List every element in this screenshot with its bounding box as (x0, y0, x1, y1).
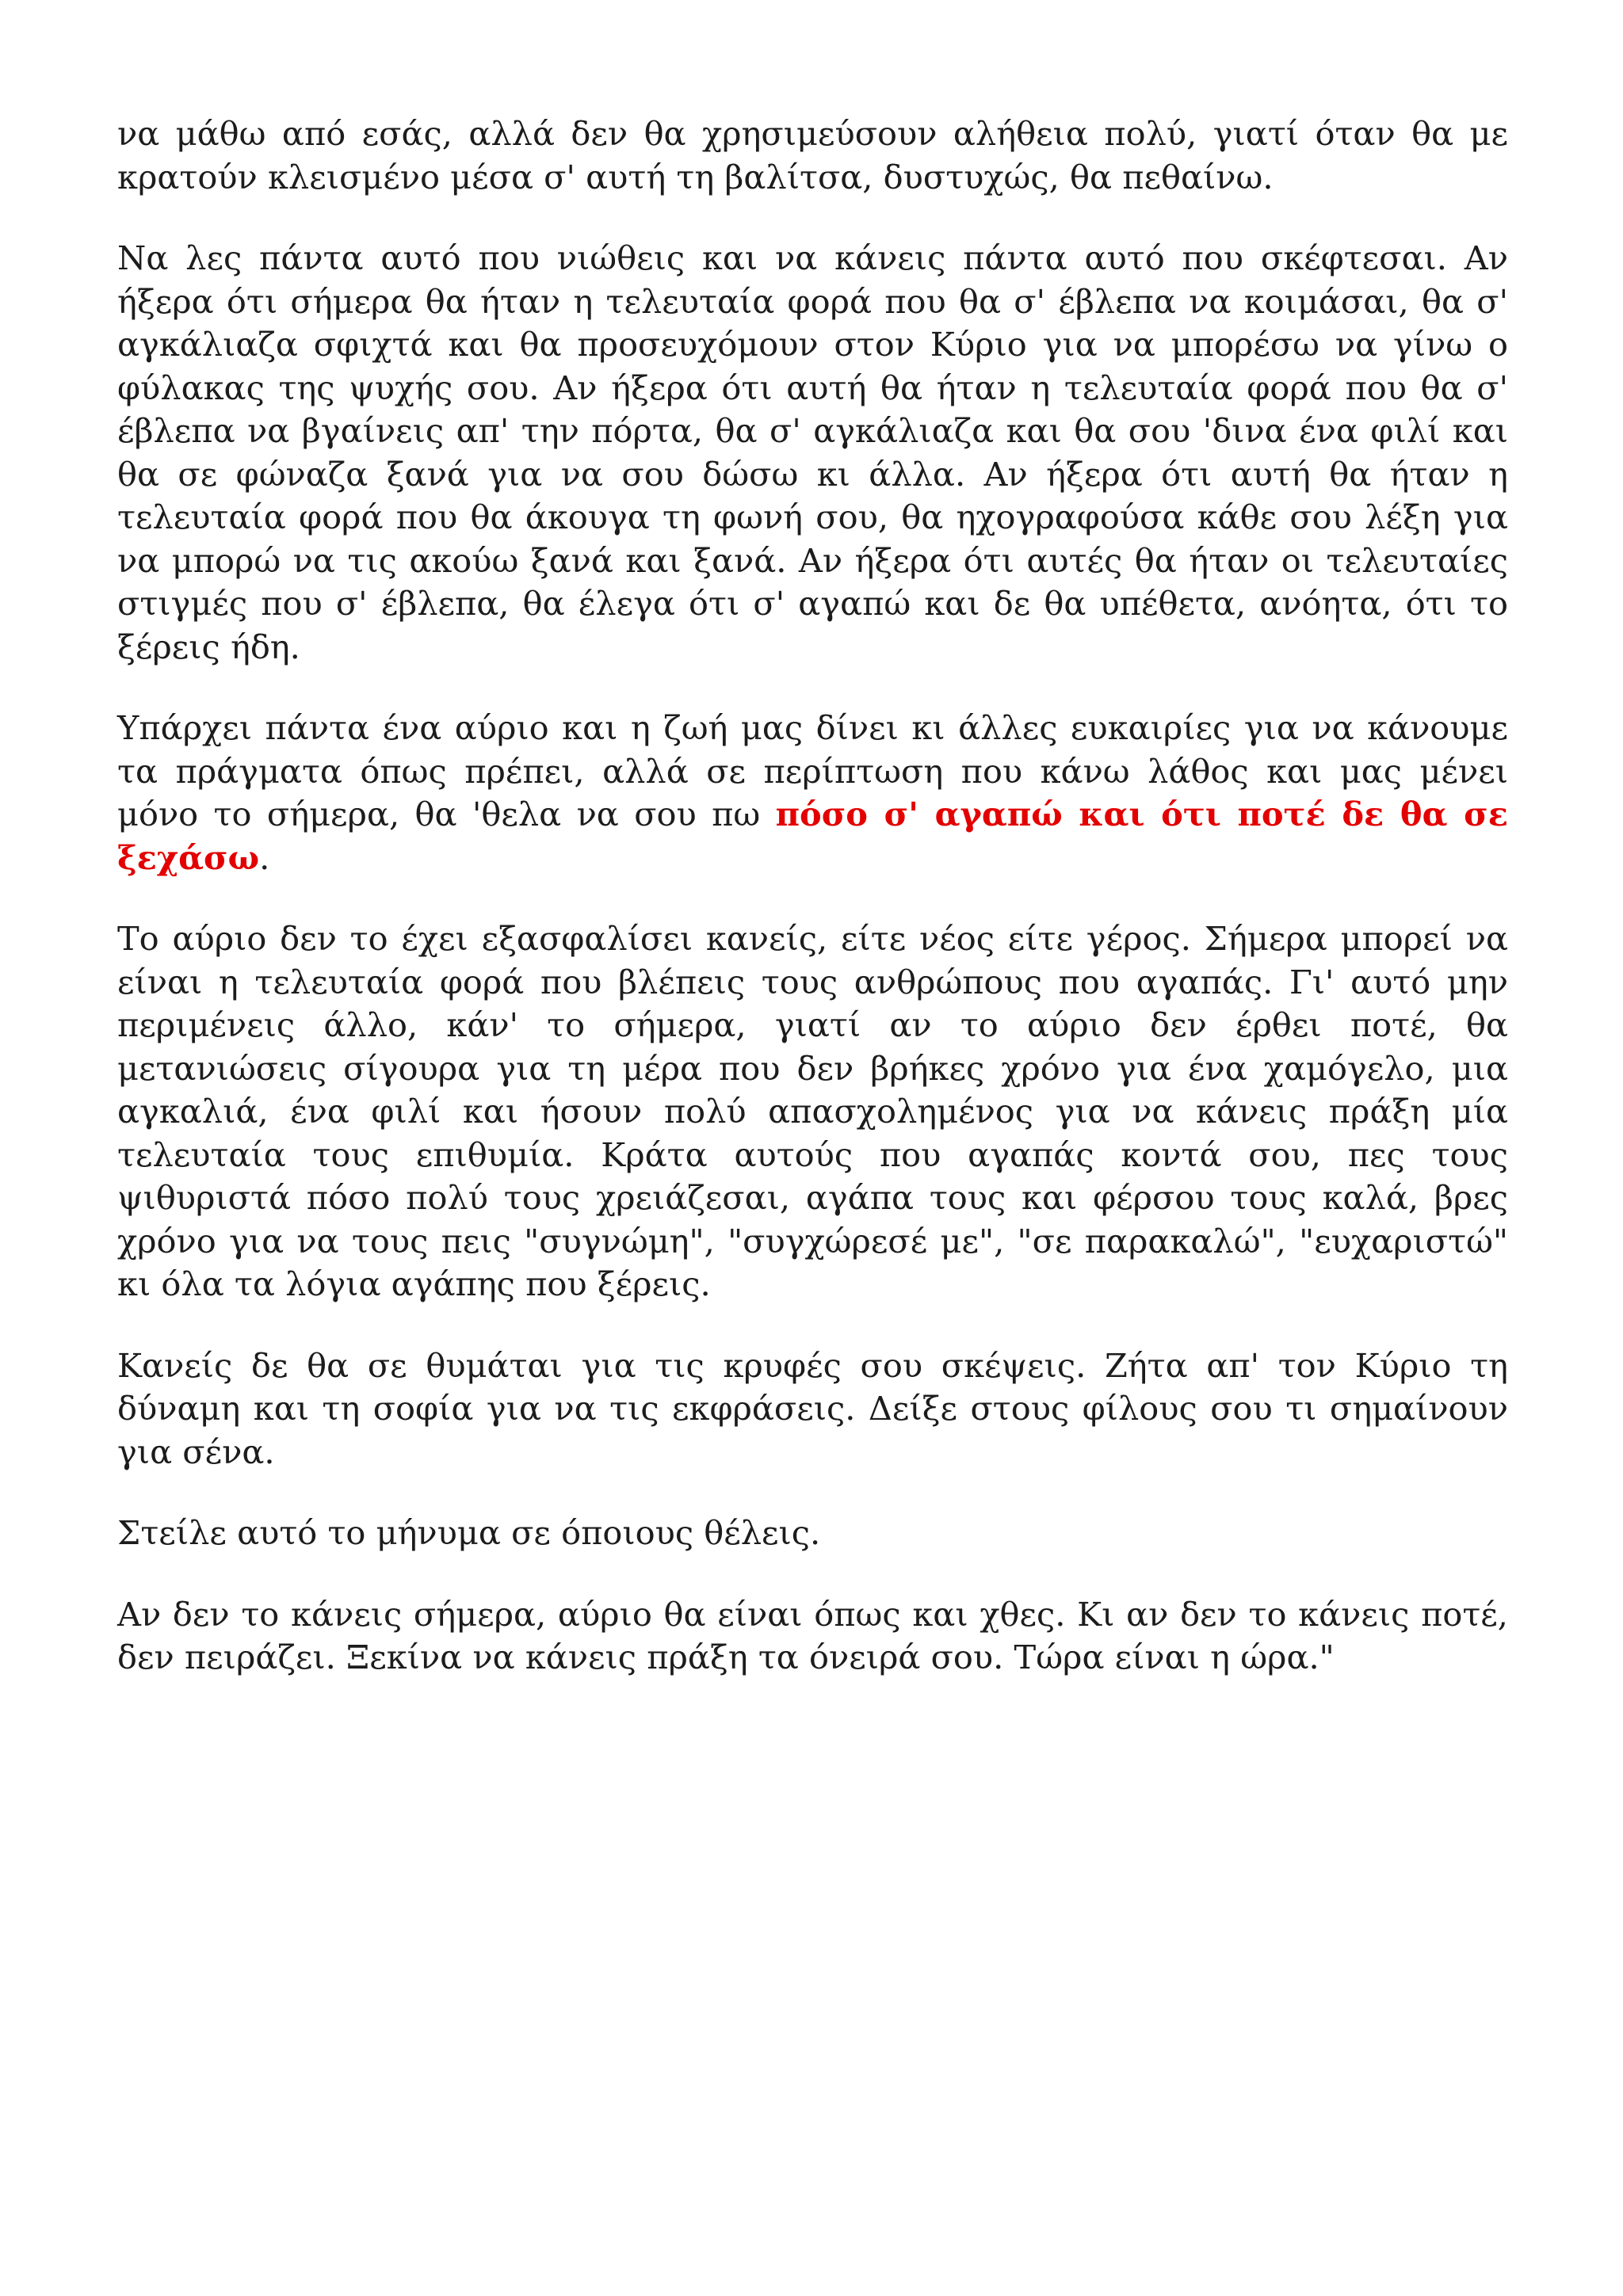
paragraph-5 (117, 1344, 1508, 1474)
paragraph-5-text: Κανείς δε θα σε θυμάται για τις κρυφές σου σκέψεις. Ζήτα απ' τον Κύριο τη δύναμη και τη σοφία για να τις εκφράσεις. Δείξε στους φίλους σου τι σημαίνουν για σένα. (117, 1345, 1508, 1471)
paragraph-2 (117, 237, 1508, 669)
paragraph-1-text: να μάθω από εσάς, αλλά δεν θα χρησιμεύσουν αλήθεια πολύ, γιατί όταν θα με κρατούν κλεισμένο μέσα σ' αυτή τη βαλίτσα, δυστυχώς, θα πεθαίνω. (117, 114, 1508, 196)
paragraph-4-text: Το αύριο δεν το έχει εξασφαλίσει κανείς, είτε νέος είτε γέρος. Σήμερα μπορεί να είναι η τελευταία φορά που βλέπεις τους ανθρώπους που αγαπάς. Γι' αυτό μην περιμένεις άλλο, κάν' το σήμερα, γιατί αν το αύριο δεν έρθει ποτέ, θα μετανιώσεις σίγουρα για τη μέρα που δεν βρήκες χρόνο για ένα χαμόγελο, μια αγκαλιά, ένα φιλί και ήσουν πολύ απασχολημένος για να κάνεις πράξη μία τελευταία τους επιθυμία. Κράτα αυτούς που αγαπάς κοντά σου, πες τους ψιθυριστά πόσο πολύ τους χρειάζεσαι, αγάπα τους και φέρσου τους καλά, βρες χρόνο για να τους πεις "συγνώμη", "συγχώρεσέ με", "σε παρακαλώ", "ευχαριστώ" κι όλα τα λόγια αγάπης που ξέρεις. (117, 919, 1508, 1303)
paragraph-2-text: Να λες πάντα αυτό που νιώθεις και να κάνεις πάντα αυτό που σκέφτεσαι. Αν ήξερα ότι σήμερα θα ήταν η τελευταία φορά που θα σ' έβλεπα να κοιμάσαι, θα σ' αγκάλιαζα σφιχτά και θα προσευχόμουν στον Κύριο για να μπορέσω να γίνω ο φύλακας της ψυχής σου. Αν ήξερα ότι αυτή θα ήταν η τελευταία φορά που θα σ' έβλεπα να βγαίνεις απ' την πόρτα, θα σ' αγκάλιαζα και θα σου 'δινα ένα φιλί και θα σε φώναζα ξανά για να σου δώσω κι άλλα. Αν ήξερα ότι αυτή θα ήταν η τελευταία φορά που θα άκουγα τη φωνή σου, θα ηχογραφούσα κάθε σου λέξη για να μπορώ να τις ακούω ξανά και ξανά. Αν ήξερα ότι αυτές θα ήταν οι τελευταίες στιγμές που σ' έβλεπα, θα έλεγα ότι σ' αγαπώ και δε θα υπέθετα, ανόητα, ότι το ξέρεις ήδη. (117, 238, 1508, 666)
paragraph-7-text: Αν δεν το κάνεις σήμερα, αύριο θα είναι όπως και χθες. Κι αν δεν το κάνεις ποτέ, δεν πειράζει. Ξεκίνα να κάνεις πράξη τα όνειρά σου. Τώρα είναι η ώρα." (117, 1594, 1508, 1676)
paragraph-6-text: Στείλε αυτό το μήνυμα σε όποιους θέλεις. (117, 1513, 821, 1552)
paragraph-4 (117, 917, 1508, 1306)
paragraph-7 (117, 1593, 1508, 1680)
paragraph-3-text: Υπάρχει πάντα ένα αύριο και η ζωή μας δίνει κι άλλες ευκαιρίες για να κάνουμε τα πράγματα όπως πρέπει, αλλά σε περίπτωση που κάνω λάθος και μας μένει μόνο το σήμερα, θα 'θελα να σου πω (117, 708, 1508, 833)
paragraph-1 (117, 113, 1508, 199)
paragraph-3-ending: . (259, 837, 270, 877)
document-page (117, 113, 1508, 1718)
paragraph-6 (117, 1512, 1508, 1555)
highlighted-phrase: πόσο σ' αγαπώ και ότι ποτέ δε θα σε ξεχάσω (117, 795, 1508, 877)
paragraph-3 (117, 707, 1508, 879)
